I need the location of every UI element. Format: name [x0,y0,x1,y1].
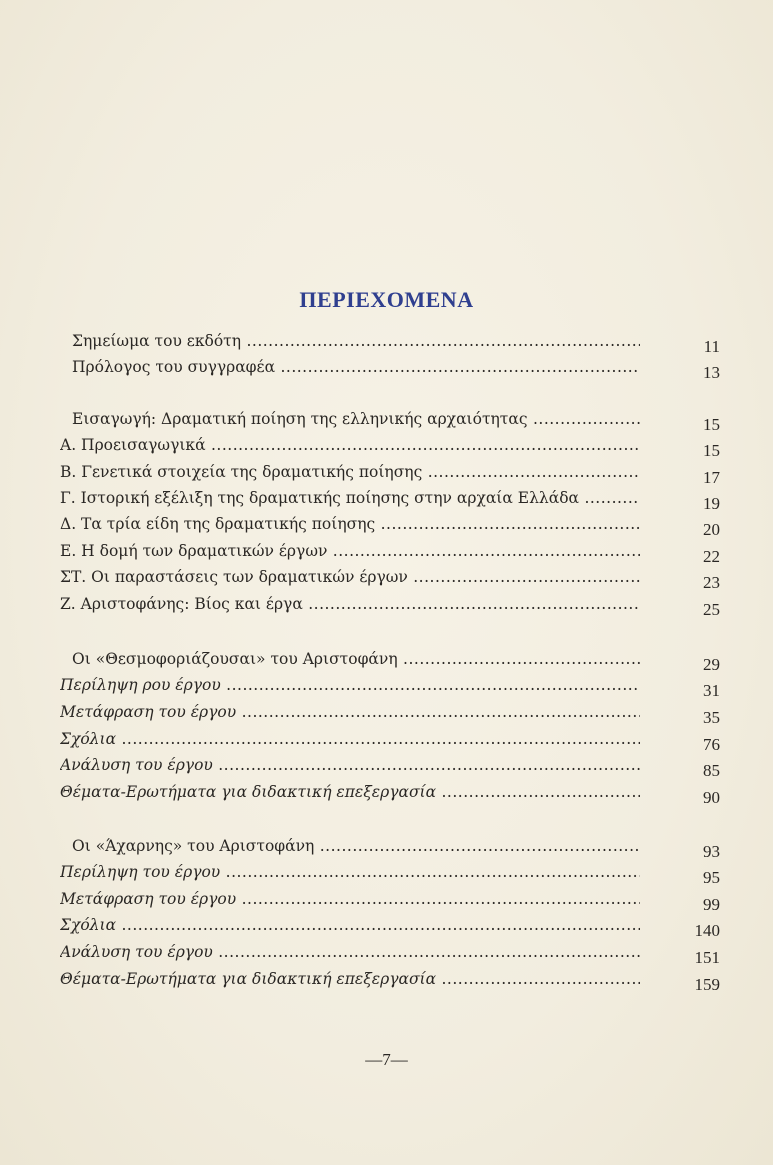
toc-entry [60,648,720,674]
toc-entry-page: 29 [703,655,720,674]
toc-entry-label: Οι «Θεσμοφοριάζουσαι» του Αριστοφάνη [72,650,398,668]
toc-entry [60,540,720,566]
toc-entry [60,434,720,460]
toc-entry-page: 151 [694,948,720,967]
toc-entry-page: 90 [703,788,720,807]
toc-entry [60,888,720,914]
toc-entry [60,941,720,967]
toc-entry-label: Ζ. Αριστοφάνης: Βίος και έργα [60,595,303,613]
toc-entry [60,330,720,356]
toc-entry-page: 35 [703,708,720,727]
toc-entry [60,754,720,780]
toc-entry-page: 23 [703,573,720,592]
toc-entry-page: 159 [694,975,720,994]
toc-entry [60,674,720,700]
toc-entry-label: Περίληψη του έργου [60,863,221,881]
toc-entry [60,861,720,887]
toc-entry-label: Σχόλια [60,916,117,934]
toc-entry-label: Β. Γενετικά στοιχεία της δραματικής ποίησης [60,463,423,481]
toc-entry-label: Α. Προεισαγωγικά [60,436,206,454]
toc-entry-page: 20 [703,520,720,539]
toc-entry-label: Ανάλυση του έργου [60,756,213,774]
toc-entry-label: Πρόλογος του συγγραφέα [72,358,276,376]
toc-entry-label: Οι «Άχαρνης» του Αριστοφάνη [72,837,315,855]
toc-entry-label: Σημείωμα του εκδότη [72,332,242,350]
toc-entry-page: 85 [703,761,720,780]
toc-entry-page: 31 [703,681,720,700]
toc-entry [60,356,720,382]
toc-entry [60,701,720,727]
toc-entry-page: 76 [703,735,720,754]
page-title: ΠΕΡΙΕΧΟΜΕΝΑ [299,286,474,312]
toc-entry [60,835,720,861]
page-number: —7— [365,1050,408,1069]
toc-entry-label: Ε. Η δομή των δραματικών έργων [60,542,328,560]
toc-entry-label: Δ. Τα τρία είδη της δραματικής ποίησης [60,515,376,533]
toc-entry [60,593,720,619]
toc-entry-label: Μετάφραση του έργου [60,890,237,908]
toc-entry [60,914,720,940]
toc-entry [60,968,720,994]
toc-entry [60,461,720,487]
toc-entry-page: 25 [703,600,720,619]
toc-entry-page: 95 [703,868,720,887]
toc-entry-page: 19 [703,494,720,513]
toc-entry [60,408,720,434]
toc-entry-label: Εισαγωγή: Δραματική ποίηση της ελληνικής αρχαιότητας [72,410,528,428]
toc-entry-label: Θέματα-Ερωτήματα για διδακτική επεξεργασία [60,970,437,988]
toc-entry-label: Γ. Ιστορική εξέλιξη της δραματικής ποίησης στην αρχαία Ελλάδα [60,489,580,507]
toc-entry-label: Μετάφραση του έργου [60,703,237,721]
toc-entry [60,513,720,539]
toc-entry-label: Ανάλυση του έργου [60,943,213,961]
toc-entry-page: 15 [703,415,720,434]
toc-entry-page: 13 [703,363,720,382]
toc-entry-page: 15 [703,441,720,460]
toc-entry [60,566,720,592]
toc-entry-label: Περίληψη ρου έργου [60,676,221,694]
toc-entry-page: 93 [703,842,720,861]
toc-entry [60,781,720,807]
toc-entry-page: 17 [703,468,720,487]
toc-entry [60,487,720,513]
toc-entry-label: ΣΤ. Οι παραστάσεις των δραματικών έργων [60,568,408,586]
toc-entry [60,728,720,754]
toc-entry-page: 22 [703,547,720,566]
toc-entry-page: 140 [694,921,720,940]
toc-entry-label: Σχόλια [60,730,117,748]
toc-entry-page: 11 [703,337,720,356]
toc-entry-label: Θέματα-Ερωτήματα για διδακτική επεξεργασία [60,783,437,801]
toc-entry-page: 99 [703,895,720,914]
